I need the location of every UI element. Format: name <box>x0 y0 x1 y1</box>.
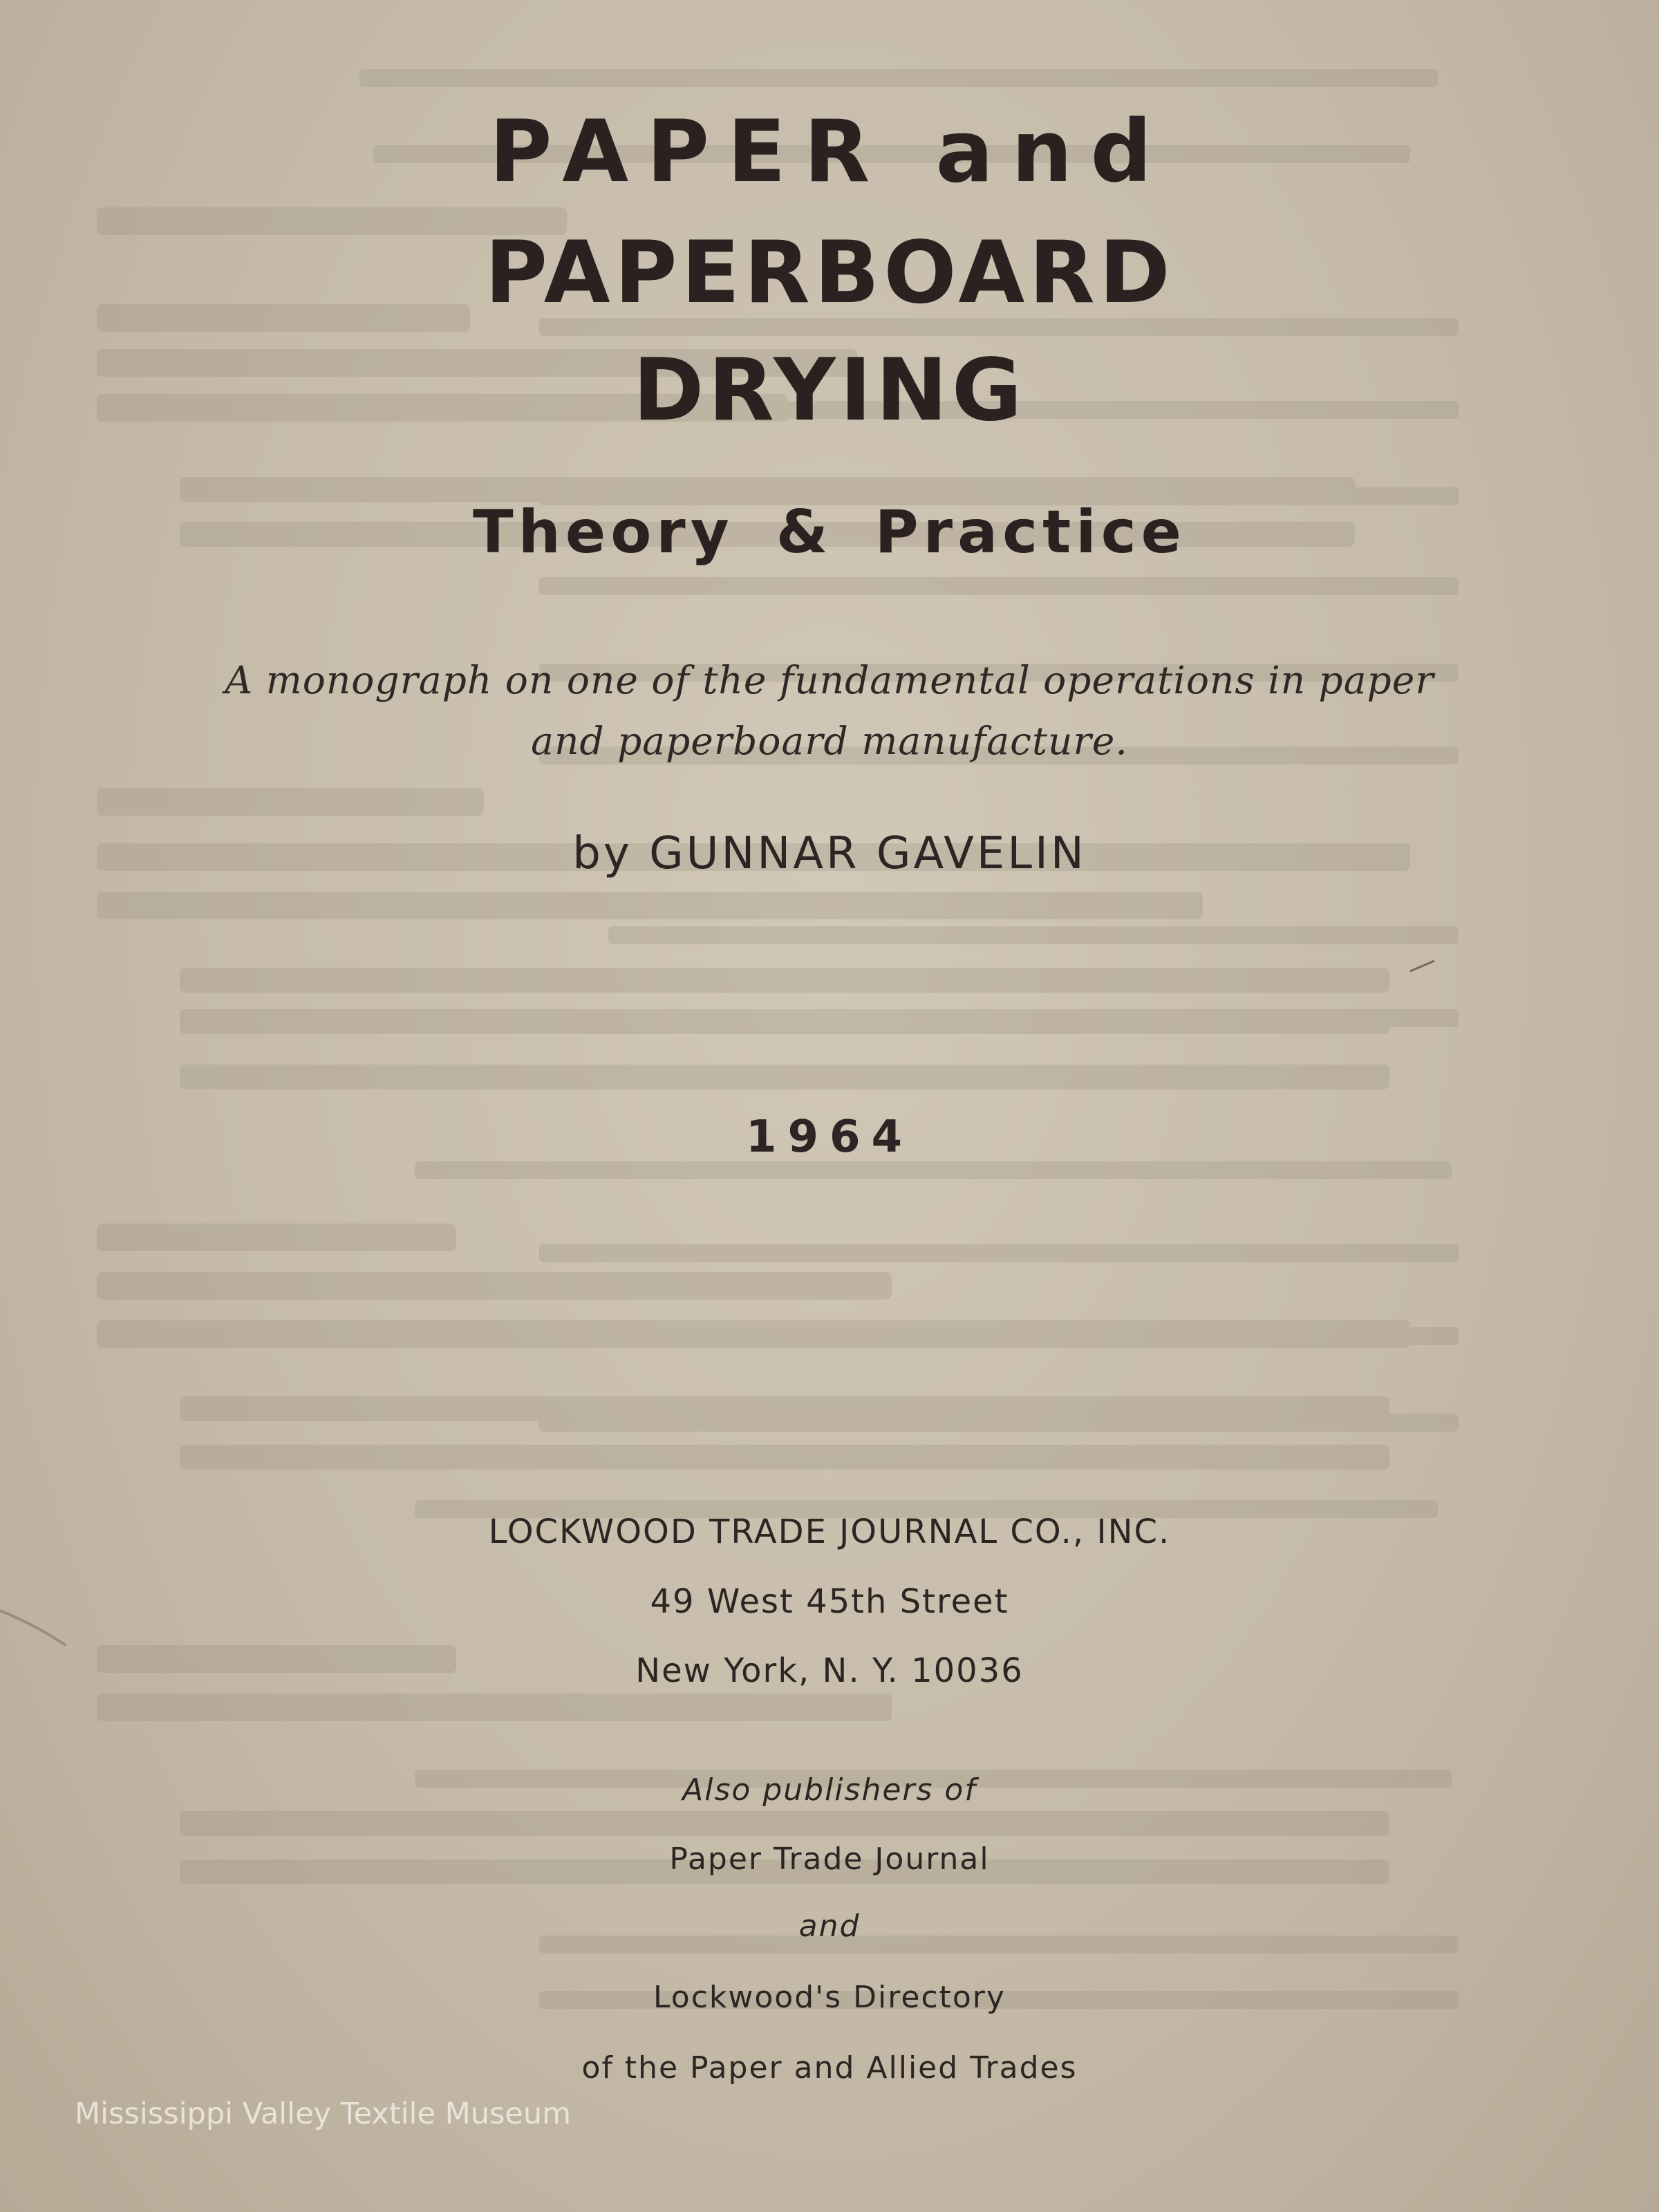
publisher-address-line-1: 49 West 45th Street <box>650 1582 1009 1621</box>
also-publishers-item: of the Paper and Allied Trades <box>581 2050 1078 2086</box>
publication-year: 1964 <box>745 1112 914 1163</box>
description: A monograph on one of the fundamental operations in paper and paperboard manufacture. <box>225 658 1434 763</box>
author: by GUNNAR GAVELIN <box>572 828 1087 879</box>
also-publishers-item: Paper Trade Journal <box>669 1841 990 1877</box>
also-publishers-heading: Also publishers of <box>682 1772 977 1808</box>
also-publishers-item: Lockwood's Directory <box>653 1980 1006 2015</box>
title-line-3: DRYING <box>632 341 1027 440</box>
title-line-1: PAPER and <box>489 102 1170 202</box>
publisher-name: LOCKWOOD TRADE JOURNAL CO., INC. <box>488 1512 1171 1551</box>
title-line-2: PAPERBOARD <box>485 223 1174 323</box>
publisher-address-line-2: New York, N. Y. 10036 <box>635 1651 1024 1690</box>
also-publishers-conjunction: and <box>798 1909 861 1944</box>
watermark: Mississippi Valley Textile Museum <box>75 2097 571 2131</box>
subtitle: Theory & Practice <box>473 498 1186 567</box>
